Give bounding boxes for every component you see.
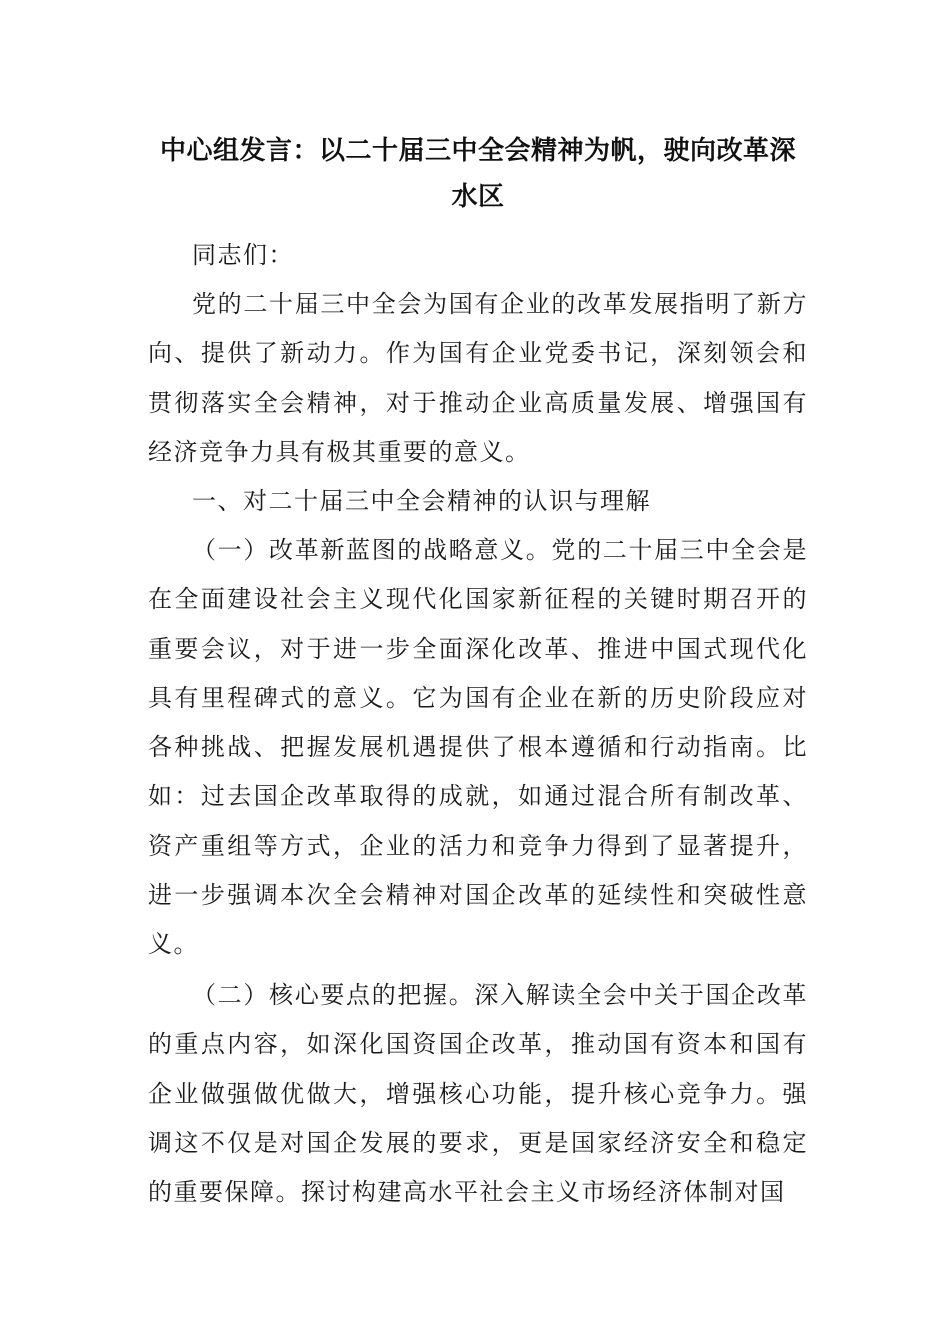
body-paragraph: （一）改革新蓝图的战略意义。党的二十届三中全会是在全面建设社会主义现代化国家新征程的关键时期召开的重要会议，对于进一步全面深化改革、推进中国式现代化具有里程碑式的意义。它为国有企业在新的历史阶段应对各种挑战、把握发展机遇提供了根本遵循和行动指南。比如：过去国企改革取得的成就，如通过混合所有制改革、资产重组等方式，企业的活力和竞争力得到了显著提升，进一步强调本次全会精神对国企改革的延续性和突破性意义。: [148, 536, 808, 959]
greeting-line: 同志们：: [192, 241, 294, 269]
section-heading: 一、对二十届三中全会精神的认识与理解: [192, 487, 651, 515]
document-title: 中心组发言：以二十届三中全会精神为帆，驶向改革深水区: [159, 136, 796, 212]
intro-paragraph: 党的二十届三中全会为国有企业的改革发展指明了新方向、提供了新动力。作为国有企业党委书记，深刻领会和贯彻落实全会精神，对于推动企业高质量发展、增强国有经济竞争力具有极其重要的意义。: [148, 290, 808, 466]
body-paragraph: （二）核心要点的把握。深入解读全会中关于国企改革的重点内容，如深化国资国企改革，推动国有资本和国有企业做强做优做大，增强核心功能，提升核心竞争力。强调这不仅是对国企发展的要求，更是国家经济安全和稳定的重要保障。探讨构建高水平社会主义市场经济体制对国: [148, 981, 808, 1207]
